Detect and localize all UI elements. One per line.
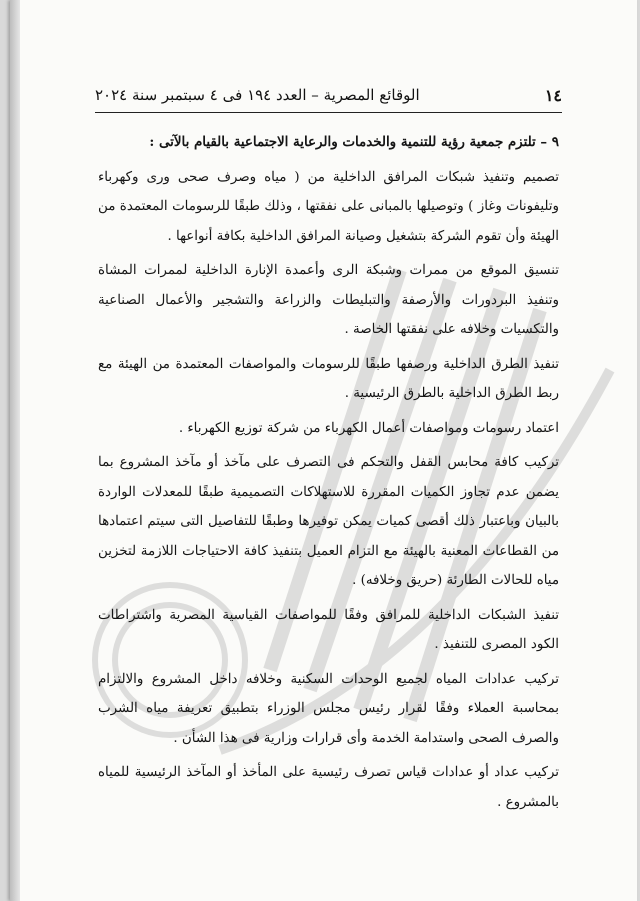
page-number: ١٤ — [544, 85, 562, 105]
paragraph: اعتماد رسومات ومواصفات أعمال الكهرباء من شركة توزيع الكهرباء . — [178, 420, 559, 436]
document-page — [10, 0, 637, 901]
paragraph: تصميم وتنفيذ شبكات المرافق الداخلية من ( مياه وصرف صحى ورى وكهرباء وتليفونات وغاز ) وتوصيلها بالمبانى على نفقتها ، وذلك طبقًا للرسومات المعتمدة من الهيئة وأن تقوم الشركة بتشغيل وصيانة المرافق الداخلية بكافة أنواعها . — [98, 169, 559, 244]
paragraph: تركيب عداد أو عدادات قياس تصرف رئيسية على المأخذ أو المآخذ الرئيسية للمياه بالمشروع . — [98, 765, 559, 810]
running-title: الوقائع المصرية – العدد ١٩٤ فى ٤ سبتمبر سنة ٢٠٢٤ — [95, 86, 420, 104]
paragraph: تنفيذ الطرق الداخلية ورصفها طبقًا للرسومات والمواصفات المعتمدة من الهيئة مع ربط الطرق الداخلية بالطرق الرئيسية . — [98, 356, 559, 401]
clause-heading: ٩ – تلتزم جمعية رؤية للتنمية والخدمات والرعاية الاجتماعية بالقيام بالآتى : — [149, 134, 559, 150]
paragraph: تركيب كافة محابس القفل والتحكم فى التصرف على مآخذ أو مآخذ المشروع بما يضمن عدم تجاوز الكميات المقررة للاستهلاكات التصميمية طبقًا للمعدلات الواردة بالبيان وباعتبار ذلك أقصى كميات يمكن توفيرها وطبقًا للتفاصيل التى سيتم اعتمادها من القطاعات المعنية بالهيئة مع التزام العميل بتنفيذ كافة الاحتياجات اللازمة لتخزين مياه للحالات الطارئة (حريق وخلافه) . — [98, 455, 559, 588]
paragraph: تركيب عدادات المياه لجميع الوحدات السكنية وخلافه داخل المشروع والالتزام بمحاسبة العملاء وفقًا لقرار رئيس مجلس الوزراء بتطبيق تعريفة مياه الشرب والصرف الصحى واستدامة الخدمة وأى قرارات وزارية فى هذا الشأن . — [98, 671, 559, 746]
paragraph: تنفيذ الشبكات الداخلية للمرافق وفقًا للمواصفات القياسية المصرية واشتراطات الكود المصرى للتنفيذ . — [98, 607, 559, 652]
page-edge-shadow — [10, 0, 20, 901]
document-body — [98, 128, 559, 817]
running-header — [95, 78, 562, 113]
paragraph: تنسيق الموقع من ممرات وشبكة الرى وأعمدة الإنارة الداخلية لممرات المشاة وتنفيذ البردورات والأرصفة والتبليطات والزراعة والتشجير والأعمال الصناعية والتكسيات وخلافه على نفقتها الخاصة . — [98, 263, 559, 337]
